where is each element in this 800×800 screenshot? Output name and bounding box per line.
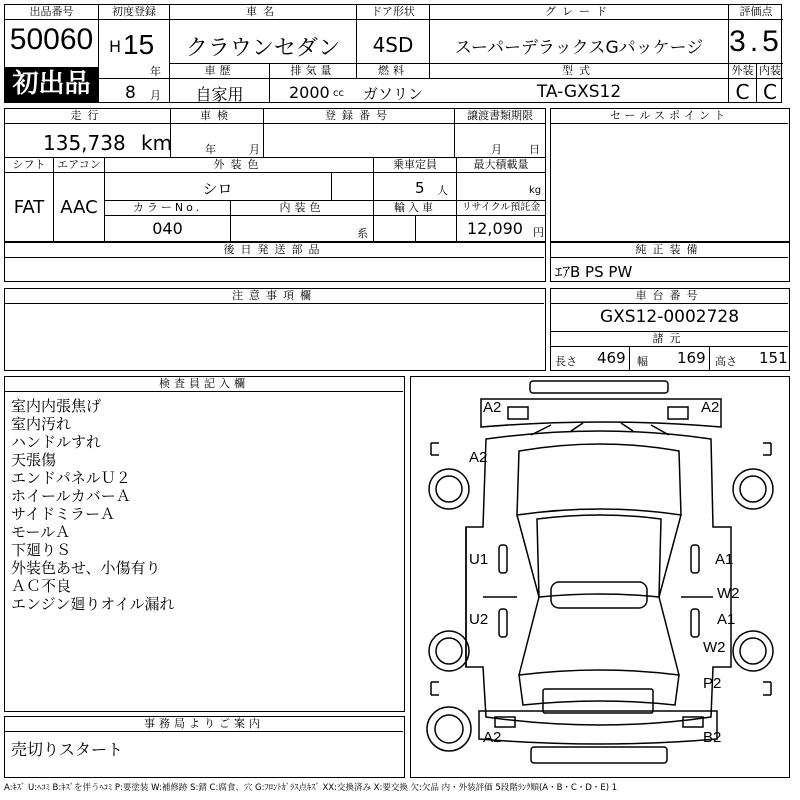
lot-number: 50060 — [9, 23, 94, 56]
inspection-label: 車検 — [171, 109, 263, 124]
color-no-label: カラーNo. — [105, 201, 230, 216]
car-outline — [411, 377, 788, 776]
load-label: 最大積載量 — [457, 158, 545, 173]
color-label: 外装色 — [105, 158, 373, 173]
inspector-block — [4, 376, 405, 712]
chassis-number: GXS12-0002728 — [599, 307, 740, 327]
caution-block — [4, 288, 546, 371]
chassis-block — [550, 288, 790, 371]
damage-left-rear-door: U2 — [469, 611, 489, 628]
caution-label: 注意事項欄 — [5, 289, 544, 304]
interior-color-unit: 系 — [357, 227, 368, 240]
note-line: モールＡ — [11, 523, 71, 541]
note-line: 外装色あせ、小傷有り — [11, 559, 161, 577]
inspector-notes — [11, 397, 175, 613]
header-block — [4, 4, 782, 103]
mileage-label: 走行 — [5, 109, 170, 124]
history-label: 車歴 — [204, 64, 235, 77]
inspection-year: 年 — [205, 143, 216, 156]
history: 自家用 — [195, 85, 244, 104]
interior-color-label: 内装色 — [231, 201, 373, 216]
damage-right-rear-quarter: P2 — [703, 675, 722, 692]
first-reg-label: 初度登録 — [99, 5, 169, 20]
aircon-label: エアコン — [54, 158, 104, 173]
car-name: クラウンセダン — [185, 36, 341, 61]
color: シロ — [202, 180, 233, 198]
damage-right-front-door: A1 — [715, 551, 734, 568]
height: 151 — [759, 349, 788, 367]
door-label: ドア形状 — [357, 5, 429, 20]
legend: A:ｷｽﾞ U:ﾍｺﾐ B:ｷｽﾞを伴うﾍｺﾐ P:要塗装 W:補修跡 S:錆 C:腐食、穴 G:ﾌﾛﾝﾄｶﾞﾗｽ点ｷｽﾞ XX:交換済み X:要交換 欠:欠品 内・外装評価 5段階ﾗﾝｸ順(A・B・C・D・E) 1 — [4, 783, 618, 793]
note-line: ハンドルすれ — [11, 433, 102, 451]
length-label: 長さ — [555, 355, 577, 368]
note-line: ＡＣ不良 — [11, 577, 72, 595]
displacement-label: 排気量 — [290, 64, 336, 77]
aircon: AAC — [60, 197, 98, 218]
sales-points-block — [550, 108, 790, 242]
transfer-label: 譲渡書類期限 — [455, 109, 545, 124]
import-label: 輸入車 — [374, 201, 456, 216]
car-diagram — [410, 376, 790, 778]
reg-no-label: 登録番号 — [264, 109, 454, 124]
note-line: 下廻りＳ — [11, 541, 72, 559]
score: 3.5 — [729, 25, 783, 58]
note-line: 室内内張焦げ — [11, 397, 102, 415]
fuel-label: 燃料 — [378, 64, 408, 77]
car-name-label: 車名 — [170, 5, 356, 20]
displacement-unit: cc — [333, 88, 344, 99]
damage-left-front-door: U1 — [469, 551, 489, 568]
model-label: 型式 — [562, 64, 596, 77]
height-label: 高さ — [715, 355, 737, 368]
damage-right-mid-1: W2 — [717, 585, 740, 602]
reg-year: 15 — [123, 29, 155, 60]
chassis-label: 車台番号 — [551, 289, 788, 304]
equipment: ｴｱB PS PW — [555, 263, 633, 281]
specs-block — [4, 108, 546, 242]
damage-right-rear-door: A1 — [717, 611, 736, 628]
inspection-month: 月 — [249, 143, 260, 156]
width: 169 — [677, 349, 706, 367]
mileage-unit: km — [141, 131, 173, 155]
note-line: ホイールカバーＡ — [11, 487, 131, 505]
era: H — [109, 37, 122, 56]
displacement: 2000 — [289, 83, 330, 102]
shift-label: シフト — [5, 158, 53, 173]
note-line: エンドパネルＵ２ — [11, 469, 131, 487]
later-parts-label: 後日発送部品 — [5, 243, 544, 258]
recycle: 12,090 — [467, 219, 523, 238]
sales-points-label: セールスポイント — [551, 109, 788, 124]
door-type: 4SD — [372, 33, 414, 57]
damage-front-left: A2 — [483, 399, 502, 416]
fuel: ガソリン — [362, 85, 423, 103]
note-line: 天張傷 — [11, 451, 57, 469]
width-label: 幅 — [637, 355, 648, 368]
office-note: 売切りスタート — [11, 740, 124, 759]
recycle-label: リサイクル預託金 — [457, 201, 545, 216]
note-line: エンジン廻りオイル漏れ — [11, 595, 175, 613]
exterior-label: 外装 — [731, 64, 754, 77]
load-unit: kg — [529, 185, 542, 196]
interior-grade: C — [763, 80, 777, 104]
capacity: 5 — [415, 179, 425, 197]
interior-label: 内装 — [759, 64, 781, 77]
score-label: 評価点 — [729, 5, 783, 20]
first-listing-badge — [5, 67, 98, 102]
damage-hood-left: A2 — [469, 449, 488, 466]
later-parts-block — [4, 242, 546, 282]
damage-rear-right: B2 — [703, 729, 722, 746]
exterior-grade: C — [735, 80, 750, 104]
damage-front-right: A2 — [701, 399, 720, 416]
equipment-label: 純正装備 — [551, 243, 788, 258]
office-label: 事務局よりご案内 — [5, 717, 403, 732]
shift: FAT — [13, 197, 45, 218]
reg-year-unit: 年 — [150, 65, 161, 78]
mileage: 135,738 — [43, 131, 126, 155]
transfer-month: 月 — [491, 143, 502, 156]
equipment-block — [550, 242, 790, 282]
damage-rear-left: A2 — [483, 729, 502, 746]
dims-label: 諸元 — [551, 332, 788, 347]
capacity-unit: 人 — [437, 184, 448, 197]
office-block — [4, 716, 405, 778]
color-no: 040 — [152, 219, 183, 238]
length: 469 — [597, 349, 626, 367]
inspector-label: 検査員記入欄 — [5, 377, 403, 392]
recycle-unit: 円 — [533, 226, 544, 239]
grade: スーパーデラックスGパッケージ — [454, 38, 704, 58]
note-line: 室内汚れ — [11, 415, 72, 433]
capacity-label: 乗車定員 — [374, 158, 456, 173]
lot-label: 出品番号 — [5, 5, 98, 20]
note-line: サイドミラーＡ — [11, 505, 115, 523]
grade-label: グレード — [430, 5, 728, 20]
reg-month: 8 — [125, 83, 136, 103]
transfer-day: 日 — [529, 143, 540, 156]
damage-right-mid-2: W2 — [703, 639, 726, 656]
first-listing-text: 初出品 — [12, 69, 91, 99]
model: TA-GXS12 — [536, 82, 622, 102]
reg-month-unit: 月 — [150, 89, 161, 102]
